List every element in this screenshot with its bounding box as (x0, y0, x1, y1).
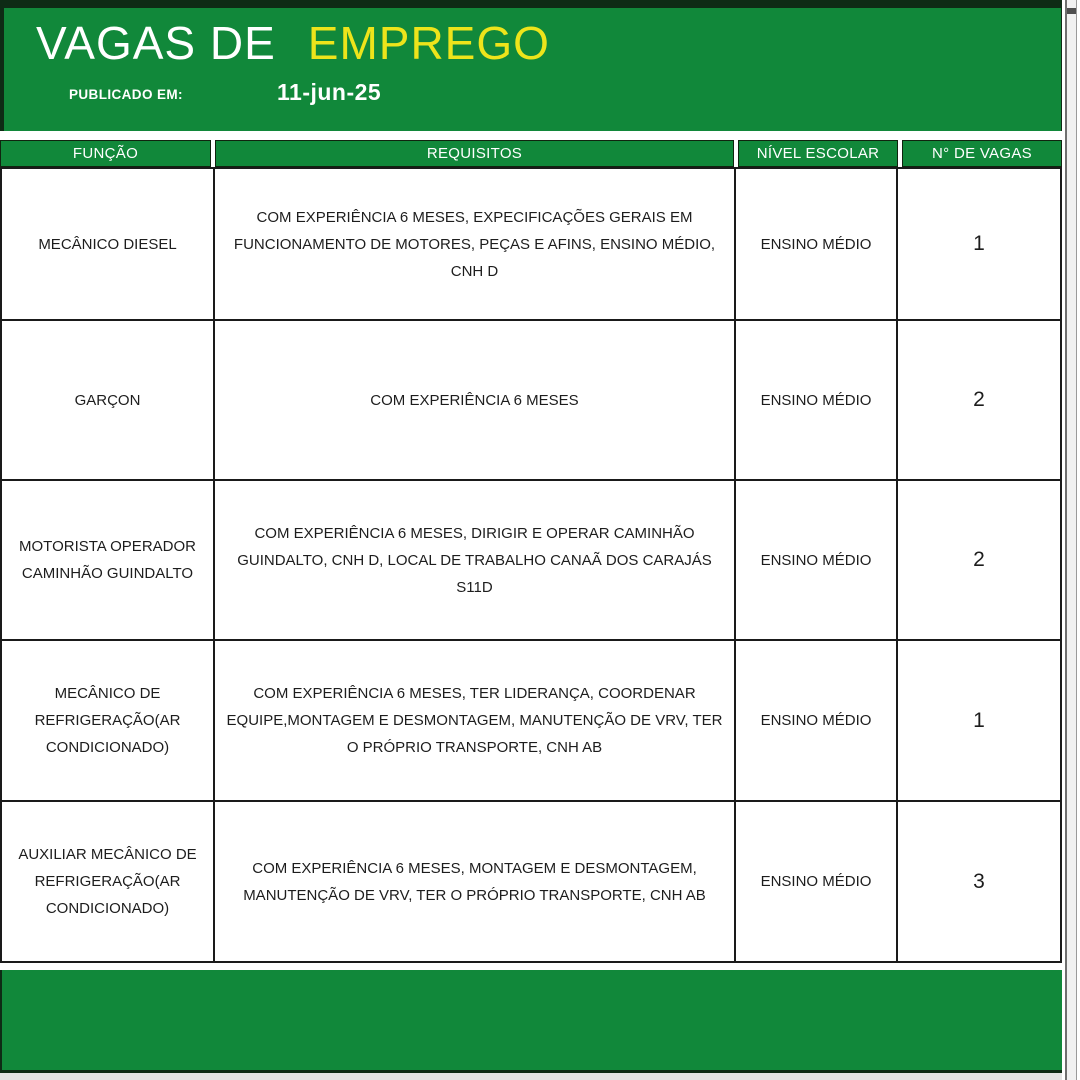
scrollbar-thumb[interactable] (1067, 8, 1076, 14)
cell-funcao: MECÂNICO DE REFRIGERAÇÃO(AR CONDICIONADO) (2, 641, 215, 800)
cell-requisitos: COM EXPERIÊNCIA 6 MESES, TER LIDERANÇA, COORDENAR EQUIPE,MONTAGEM E DESMONTAGEM, MANUTENÇÃO DE VRV, TER O PRÓPRIO TRANSPORTE, CNH AB (215, 641, 736, 800)
cell-vagas: 1 (973, 708, 985, 732)
cell-funcao: GARÇON (2, 321, 215, 479)
bottom-strip (0, 1073, 1062, 1080)
cell-requisitos: COM EXPERIÊNCIA 6 MESES, DIRIGIR E OPERAR CAMINHÃO GUINDALTO, CNH D, LOCAL DE TRABALHO CANAÃ DOS CARAJÁS S11D (215, 481, 736, 639)
cell-nivel-escolar: ENSINO MÉDIO (736, 802, 898, 961)
footer-band (0, 970, 1062, 1073)
table-row (2, 321, 1060, 481)
table-row (2, 481, 1060, 641)
table-body (0, 167, 1062, 963)
table-row (2, 802, 1060, 963)
cell-funcao: MECÂNICO DIESEL (2, 169, 215, 319)
scrollbar-area (1063, 0, 1080, 1080)
cell-requisitos: COM EXPERIÊNCIA 6 MESES, EXPECIFICAÇÕES GERAIS EM FUNCIONAMENTO DE MOTORES, PEÇAS E AFINS, ENSINO MÉDIO, CNH D (215, 169, 736, 319)
cell-funcao: AUXILIAR MECÂNICO DE REFRIGERAÇÃO(AR CONDICIONADO) (2, 802, 215, 961)
published-date: 11-jun-25 (277, 79, 382, 105)
column-header-n-de-vagas: N° DE VAGAS (902, 140, 1062, 167)
table-row (2, 641, 1060, 802)
title-white: VAGAS DE (36, 17, 276, 69)
column-header-requisitos: REQUISITOS (215, 140, 734, 167)
cell-nivel-escolar: ENSINO MÉDIO (736, 169, 898, 319)
cell-requisitos: COM EXPERIÊNCIA 6 MESES (215, 321, 736, 479)
column-header-nivel-escolar: NÍVEL ESCOLAR (738, 140, 898, 167)
page-title (36, 16, 550, 70)
column-header-funcao: FUNÇÃO (0, 140, 211, 167)
cell-requisitos: COM EXPERIÊNCIA 6 MESES, MONTAGEM E DESMONTAGEM, MANUTENÇÃO DE VRV, TER O PRÓPRIO TRANSPORTE, CNH AB (215, 802, 736, 961)
table-header-row (0, 140, 1062, 167)
cell-vagas: 2 (973, 388, 985, 412)
cell-funcao: MOTORISTA OPERADOR CAMINHÃO GUINDALTO (2, 481, 215, 639)
cell-nivel-escolar: ENSINO MÉDIO (736, 641, 898, 800)
banner (0, 0, 1062, 131)
cell-nivel-escolar: ENSINO MÉDIO (736, 481, 898, 639)
cell-vagas: 1 (973, 232, 985, 256)
cell-vagas: 2 (973, 548, 985, 572)
vertical-scrollbar[interactable] (1065, 0, 1077, 1080)
title-yellow: EMPREGO (307, 17, 550, 69)
table-row (2, 169, 1060, 321)
cell-nivel-escolar: ENSINO MÉDIO (736, 321, 898, 479)
published-label: PUBLICADO EM: (69, 87, 183, 102)
cell-vagas: 3 (973, 869, 985, 893)
